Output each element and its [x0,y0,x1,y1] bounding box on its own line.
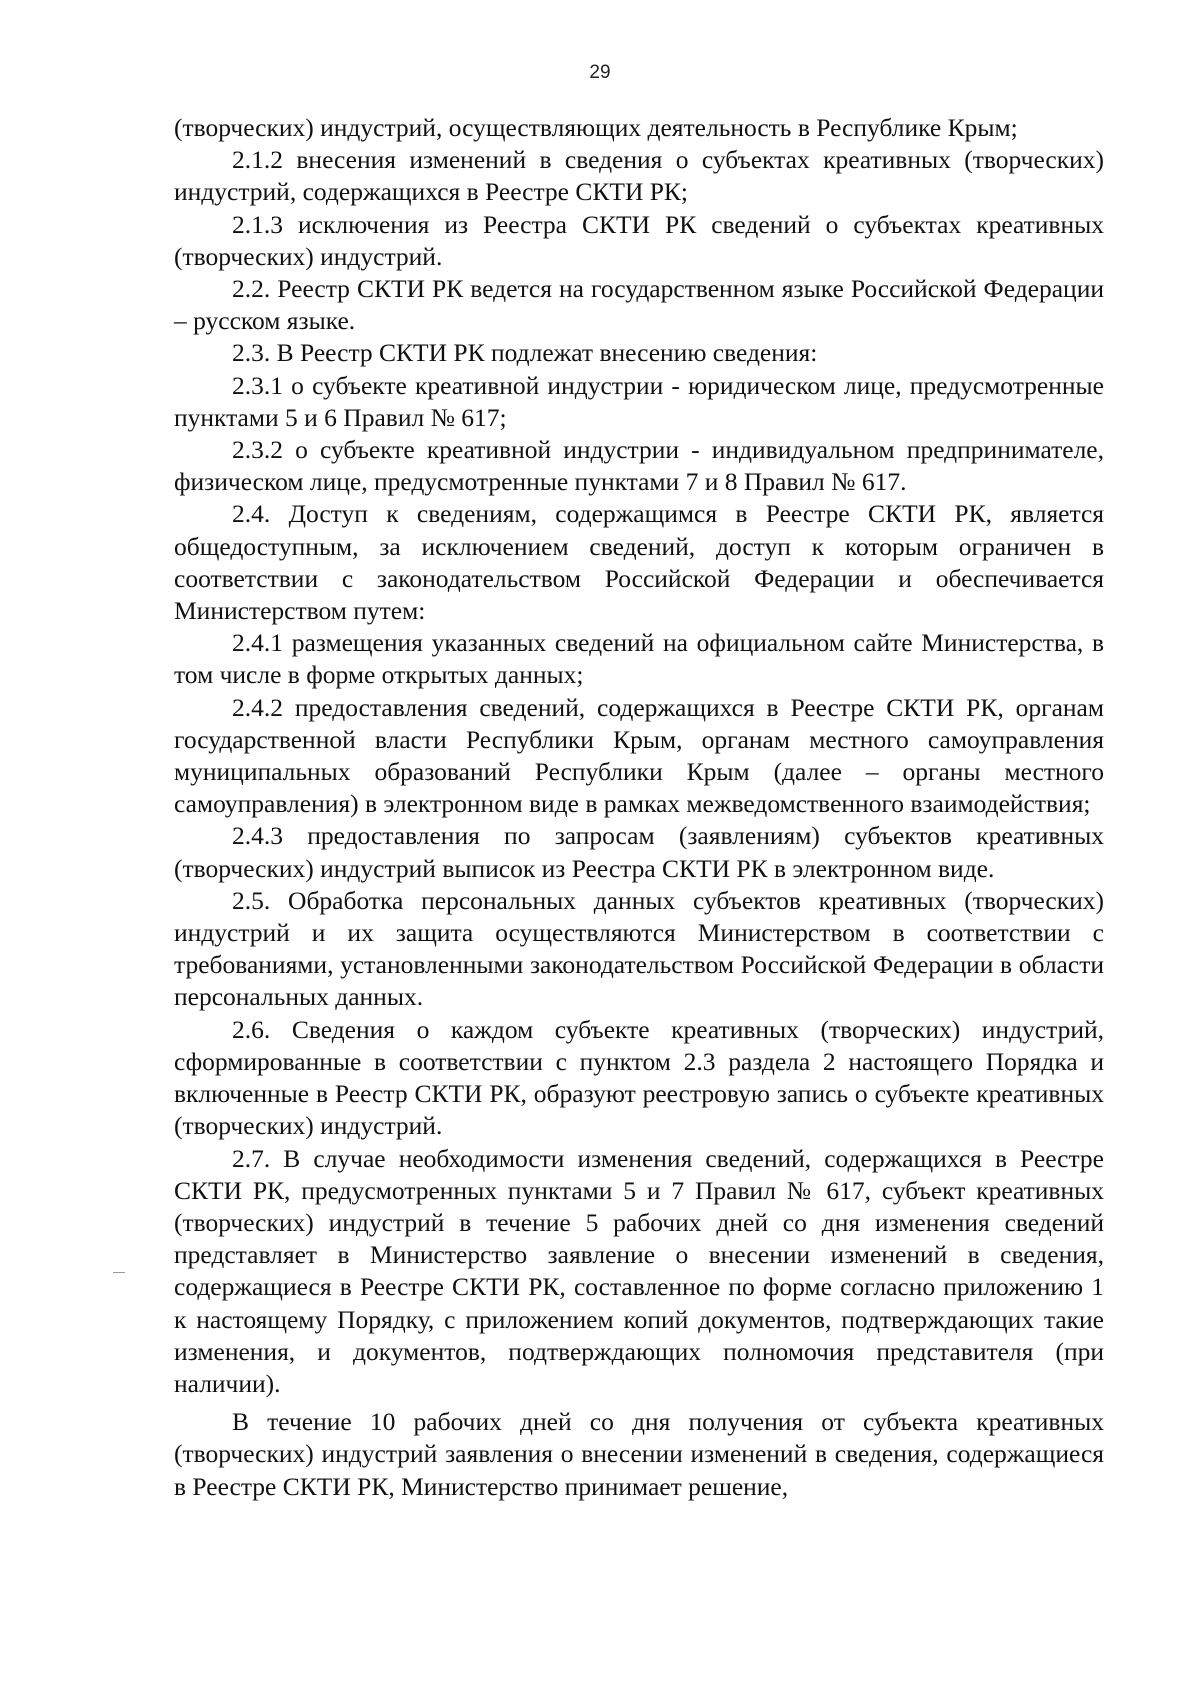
paragraph-2-3: 2.3. В Реестр СКТИ РК подлежат внесению сведения: [232,338,818,368]
paragraph-2-1-2: 2.1.2 внесения изменений в сведения о субъектах креативных (творческих) индустрий, содержащихся в Реестре СКТИ РК; [174,145,1104,207]
paragraph-2-5: 2.5. Обработка персональных данных субъектов креативных (творческих) индустрий и их защита осуществляются Министерством в соответствии с требованиями, установленными законодательством Российской Федерации в области персональных данных. [174,885,1104,1012]
paragraph-continuation: (творческих) индустрий, осуществляющих деятельность в Республике Крым; [174,113,1018,142]
document-body [174,112,1104,1503]
paragraph-decision: В течение 10 рабочих дней со дня получения от субъекта креативных (творческих) индустрий заявления о внесении изменений в сведения, содержащиеся в Реестре СКТИ РК, Министерство принимает решение, [174,1407,1104,1501]
margin-mark [113,1272,125,1273]
page-number: 29 [589,62,611,83]
paragraph-2-4-1: 2.4.1 размещения указанных сведений на официальном сайте Министерства, в том числе в форме открытых данных; [174,628,1104,690]
paragraph-2-4-3: 2.4.3 предоставления по запросам (заявлениям) субъектов креативных (творческих) индустрий выписок из Реестра СКТИ РК в электронном виде. [174,821,1104,883]
paragraph-2-3-1: 2.3.1 о субъекте креативной индустрии - юридическом лице, предусмотренные пунктами 5 и 6 Правил № 617; [174,370,1104,432]
paragraph-2-7: 2.7. В случае необходимости изменения сведений, содержащихся в Реестре СКТИ РК, предусмотренных пунктами 5 и 7 Правил № 617, субъект креативных (творческих) индустрий в течение 5 рабочих дней со дня изменения сведений представляет в Министерство заявление о внесении изменений в сведения, содержащиеся в Реестре СКТИ РК, составленное по форме согласно приложению 1 к настоящему Порядку, с приложением копий документов, подтверждающих такие изменения, и документов, подтверждающих полномочия представителя (при наличии). [174,1143,1104,1398]
paragraph-2-4-2: 2.4.2 предоставления сведений, содержащихся в Реестре СКТИ РК, органам государственной власти Республики Крым, органам местного самоуправления муниципальных образований Республики Крым (далее – органы местного самоуправления) в электронном виде в рамках межведомственного взаимодействия; [174,692,1104,819]
paragraph-2-6: 2.6. Сведения о каждом субъекте креативных (творческих) индустрий, сформированные в соответствии с пунктом 2.3 раздела 2 настоящего Порядка и включенные в Реестр СКТИ РК, образуют реестровую запись о субъекте креативных (творческих) индустрий. [174,1014,1104,1141]
paragraph-2-4: 2.4. Доступ к сведениям, содержащимся в Реестре СКТИ РК, является общедоступным, за исключением сведений, доступ к которым ограничен в соответствии с законодательством Российской Федерации и обеспечивается Министерством путем: [174,499,1104,626]
paragraph-2-3-2: 2.3.2 о субъекте креативной индустрии - индивидуальном предпринимателе, физическом лице, предусмотренные пунктами 7 и 8 Правил № 617. [174,435,1104,497]
paragraph-2-1-3: 2.1.3 исключения из Реестра СКТИ РК сведений о субъектах креативных (творческих) индустрий. [174,209,1104,271]
paragraph-2-2: 2.2. Реестр СКТИ РК ведется на государственном языке Российской Федерации – русском языке. [174,274,1104,336]
